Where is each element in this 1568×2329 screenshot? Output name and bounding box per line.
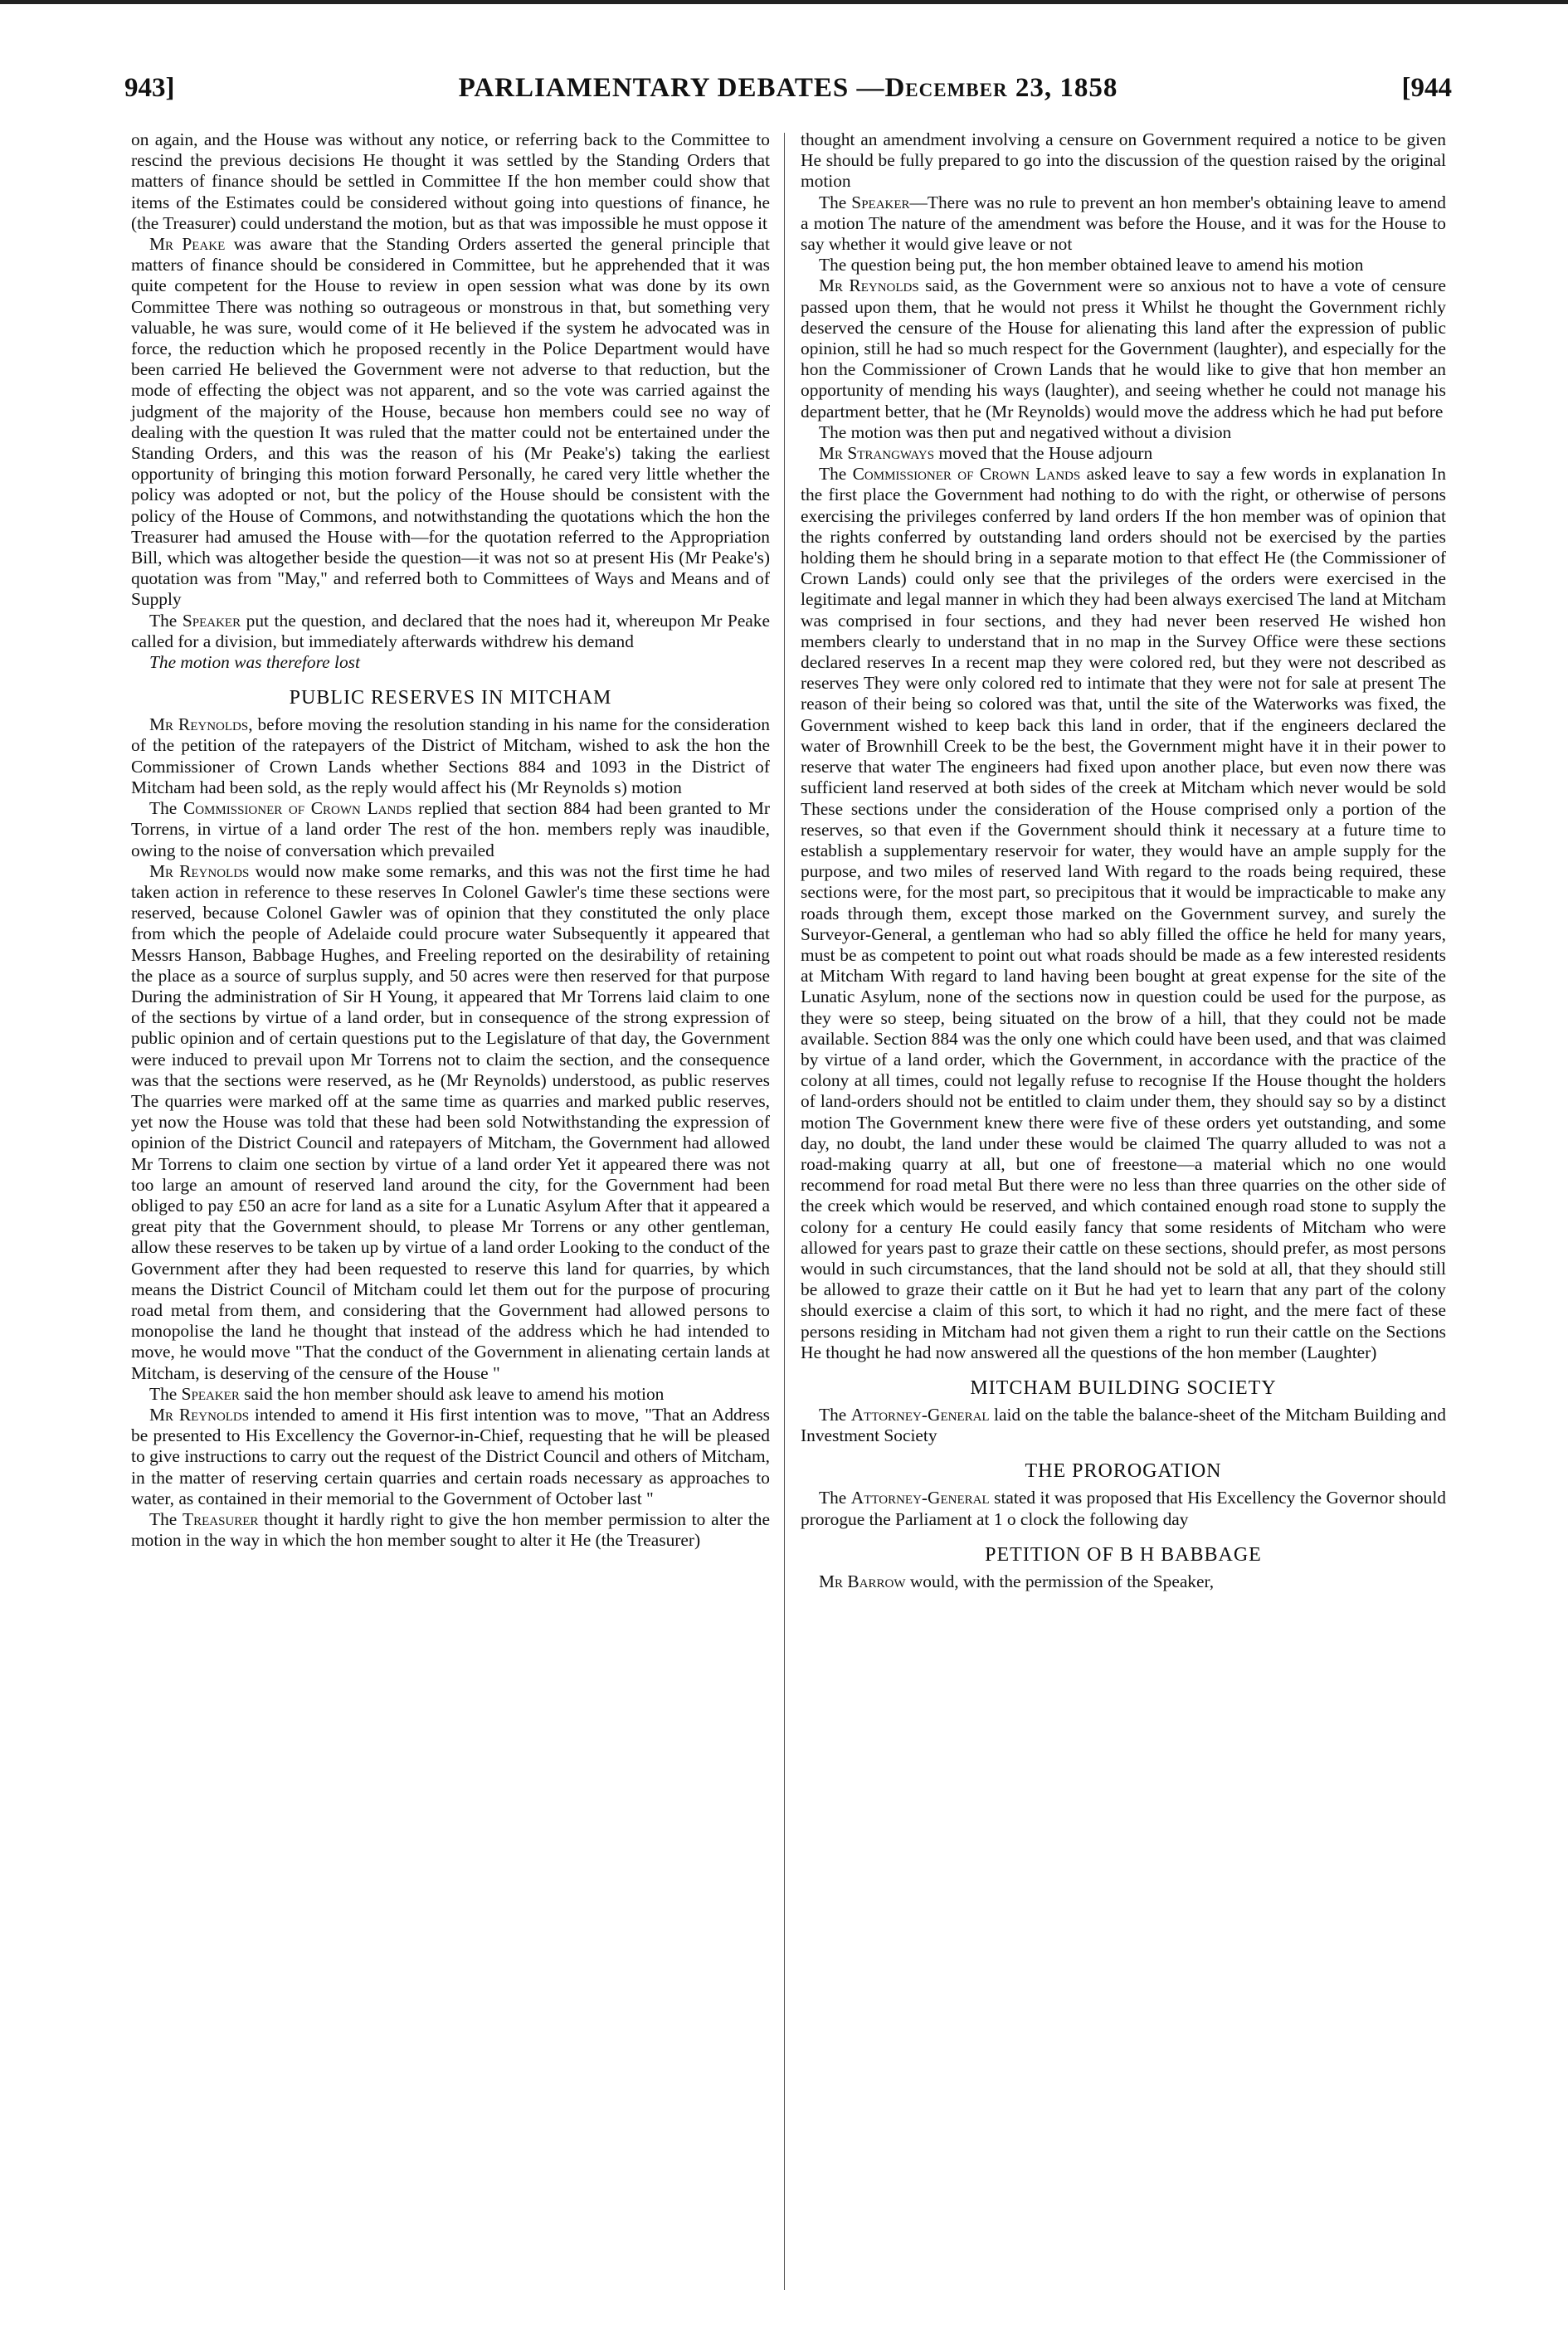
speech-text: replied that section 884 had been granted to Mr Torrens, in virtue of a land order The rest of the hon. members reply was inaudible, owing to the noise of conversation which prevailed [131,798,770,860]
speaker-name: Speaker [851,192,910,212]
speech-text: stated it was proposed that His Excellency the Governor should prorogue the Parliament at 1 o clock the following day [801,1488,1446,1529]
speaker-name: Mr Reynolds [149,860,250,881]
speaker-name: Attorney-General [850,1488,990,1508]
page-title [124,73,1452,104]
speech-text: , before moving the resolution standing in his name for the consideration of the petition of the ratepayers of the District of Mitcham, wished to ask the hon the Commissioner of Crown Lands whether Sections 884 and 1093 in the District of Mitcham had been sold, as the reply would affect his (Mr Reynolds s) motion [131,714,770,797]
paragraph [131,1509,770,1551]
speaker-name: Speaker [182,610,241,631]
column-divider [784,133,785,2290]
speaker-name: Mr Reynolds [149,714,249,735]
top-rule [0,0,1568,4]
speech-text: The [819,192,852,212]
paragraph [131,1405,770,1509]
paragraph [131,234,770,611]
speech-text: moved that the House adjourn [934,443,1153,464]
title-date: December 23, 1858 [884,73,1118,103]
speech-text: The [149,1383,182,1404]
speaker-name: Attorney-General [850,1404,990,1425]
paragraph [131,798,770,861]
speech-text: The [819,464,853,485]
paragraph [131,611,770,652]
speech-text: thought it hardly right to give the hon member permission to alter the motion in the way in which the hon member sought to alter it He (the Treasurer) [131,1509,770,1551]
paragraph: on again, and the House was without any notice, or referring back to the Committee to rescind the previous decisions He thought it was settled by the Standing Orders that matters of finance should be settled in Committee If the hon member could show that items of the Estimates could be considered without going into questions of finance, he (the Treasurer) could understand the motion, but as that was impossible he must oppose it [131,129,770,233]
page-number-right: [944 [1401,73,1452,103]
paragraph [801,1488,1446,1529]
speech-text: laid on the table the balance-sheet of the Mitcham Building and Investment Society [801,1404,1447,1446]
paragraph [801,192,1446,256]
speech-text: would, with the permission of the Speaker, [905,1571,1215,1591]
speech-text: would now make some remarks, and this was not the first time he had taken action in reference to these reserves In Colonel Gawler's time these sections were reserved, because Colonel Gawler was of opinion that they constituted the only place from which the people of Adelaide could procure water Subsequently it appeared that Messrs Hanson, Babbage Hughes, and Freeling reported on the desirability of retaining the place as a source of surplus supply, and 50 acres were then reserved for that purpose During the administration of Sir H Young, it appeared that Mr Torrens laid claim to one of the sections by virtue of a land order, but in consequence of the strong expression of public opinion and of certain questions put to the Legislature of that day, the Government were induced to prevail upon Mr Torrens not to claim the section, and the consequence was that the sections were reserved, as he (Mr Reynolds) understood, as public reserves The quarries were marked off at the same time as quarries and marked public reserves, yet now the House was told that these had been sold Notwithstanding the expression of opinion of the District Council and ratepayers of Mitcham, the Government had allowed Mr Torrens to claim one section by virtue of a land order Yet it appeared there was not too large an amount of reserved land around the city, for the Government had been obliged to pay £50 an acre for land as a site for a Lunatic Asylum After that it appeared a great pity that the Government should, to please Mr Torrens or any other gentleman, allow these reserves to be taken up by virtue of a land order Looking to the conduct of the Government after they had been requested to reserve this land for quarries, by which means the District Council of Mitcham could let them out for the purpose of procuring road metal from them, and considering that the Government had allowed persons to monopolise the land he thought that instead of the address which he had intended to move, he would move "That the conduct of the Government in alienating certain lands at Mitcham, is deserving of the censure of the House " [131,860,770,1383]
speaker-name: Speaker [181,1383,240,1404]
speech-text: said the hon member should ask leave to amend his motion [239,1383,665,1404]
paragraph [801,464,1446,1363]
speaker-name: Mr Peake [149,234,226,255]
speech-text: The [819,1488,851,1508]
paragraph [801,1405,1446,1446]
section-heading: THE PROROGATION [1025,1460,1222,1483]
right-column [801,129,1446,1592]
speech-text: The [819,1404,851,1425]
speech-text: intended to amend it His first intention was to move, "That an Address be presented to His Excellency the Governor-in-Chief, requesting that he will be pleased to give instructions to carry out the request of the District Council and others of Mitcham, in the matter of reserving certain quarries and certain roads necessary as approaches to water, as contained in their memorial to the Government of October last " [131,1404,770,1508]
title-main: PARLIAMENTARY DEBATES — [458,73,885,103]
speaker-name: Mr Reynolds [819,275,919,296]
paragraph: The motion was therefore lost [149,652,360,673]
speaker-name: Mr Barrow [819,1571,906,1591]
speech-text: The [149,1509,183,1529]
paragraph [801,443,1446,464]
section-heading: PUBLIC RESERVES IN MITCHAM [289,687,612,709]
speaker-name: Treasurer [183,1509,259,1529]
speech-text: said, as the Government were so anxious not to have a vote of censure passed upon them, that he would not press it Whilst he thought the Government richly deserved the censure of the House for alienating this land after the expression of public opinion, still he had so much respect for the Government (laughter), and especially for the hon the Commissioner of Crown Lands that he would like to give that hon member an opportunity of mending his ways (laughter), and seeing whether he could not manage his department better, that he (Mr Reynolds) would move the address which he had put before [801,275,1446,421]
left-column [131,129,770,1551]
speaker-name: Commissioner of Crown Lands [183,798,412,819]
speech-text: was aware that the Standing Orders asserted the general principle that matters of finance should be considered in Committee, but he apprehended that it was quite competent for the House to review in open session what was done by its own Committee There was nothing so outrageous or monstrous in that, but something very valuable, he was sure, would come of it He believed if the system he advocated was in force, the reduction which he proposed recently in the Police Department would have been carried He believed the Government were not adverse to that reduction, but the mode of effecting the object was not apparent, and so the vote was carried against the judgment of the majority of the House, because hon members could see no way of dealing with the question It was ruled that the matter could not be entertained under the Standing Orders, and this was the reason of his (Mr Peake's) taking the earliest opportunity of bringing this motion forward Personally, he cared very little whether the policy was adopted or not, but the policy of the House should be consistent with the policy of the House of Commons, and notwithstanding the quotations which the hon the Treasurer had amused the House with—for the quotation referred to the Appropriation Bill, which was altogether beside the question—it was not so at present His (Mr Peake's) quotation was from "May," and referred both to Committees of Ways and Means and of Supply [131,234,770,610]
speech-text: The [149,610,183,631]
paragraph: The question being put, the hon member obtained leave to amend his motion [819,255,1364,275]
paragraph [131,861,770,1384]
paragraph [131,714,770,798]
paragraph [801,1571,1446,1592]
page-number-left: 943] [124,73,175,103]
speaker-name: Commissioner of Crown Lands [852,464,1081,485]
section-heading: MITCHAM BUILDING SOCIETY [970,1376,1277,1399]
paragraph [131,1384,770,1405]
paragraph: The motion was then put and negatived without a division [819,421,1232,442]
speaker-name: Mr Strangways [819,443,935,464]
speech-text: asked leave to say a few words in explanation In the first place the Government had nothing to do with the right, or otherwise of persons exercising the privileges conferred by land orders If the hon member was of opinion that the rights conferred by outstanding land orders should not be exercised by the parties holding them he should bring in a separate motion to that effect He (the Commissioner of Crown Lands) could only see that the privileges of the orders were exercised in the legitimate and legal manner in which they had been always exercised The land at Mitcham was comprised in four sections, and they had never been reserved He wished hon members clearly to understand that in no map in the Survey Office were these sections declared reserves In a recent map they were colored red, but they were not described as reserves They were only colored red to intimate that they were not for sale at present The reason of their being so colored was that, until the site of the Waterworks was fixed, the Government wished to keep back this land in order, that if the engineers declared the water of Brownhill Creek to be the best, the Government might have it in their power to reserve that water The engineers had fixed upon another place, but even now there was sufficient land reserved at both sides of the creek at Mitcham which never would be sold These sections under the consideration of the House comprised only a portion of the reserves, so that even if the Government should think it necessary at a future time to establish a supplementary reservoir for water, they would have an ample supply for the purpose, and two miles of reserved land With regard to the roads being required, these sections were, for the most part, so precipitous that it would be impracticable to make any roads through them, except those marked on the Government survey, and surely the Surveyor-General, a gentleman who had so ably filled the office he held for many years, must be as competent to point out what roads should be made as a few interested residents at Mitcham With regard to land having been bought at great expense for the site of the Lunatic Asylum, none of the sections now in question could be used for the purpose, as they were so steep, being situated on the brow of a hill, that they could not be made available. Section 884 was the only one which could have been used, and that was claimed by virtue of a land order, which the Government, in accordance with the practice of the colony at all times, could not legally refuse to recognise If the House thought the holders of land-orders should not be entitled to claim under them, they should say so by a distinct motion The Government knew there were five of these orders yet outstanding, and some day, no doubt, the land under these would be claimed The quarry alluded to was not a road-making quarry at all, but one of freestone—a material which no one would recommend for road metal But there were no less than three quarries on the other side of the creek which would be reserved, and which contained enough road stone to supply the colony for a century He could easily fancy that some residents of Mitcham who were allowed for years past to graze their cattle on these sections, should prefer, as most persons would in such circumstances, that the land should not be sold at all, that they should still be allowed to graze their cattle on it But he had yet to learn that any part of the colony should exercise a claim of this sort, to which it had no right, and the mere fact of these persons residing in Mitcham had not given them a right to run their cattle on the Sections He thought he had now answered all the questions of the hon member (Laughter) [801,464,1446,1362]
speech-text: —There was no rule to prevent an hon member's obtaining leave to amend a motion The nature of the amendment was before the House, and it was for the House to say whether it would give leave or not [801,192,1446,255]
section-heading: PETITION OF B H BABBAGE [985,1543,1262,1566]
speech-text: put the question, and declared that the noes had it, whereupon Mr Peake called for a division, but immediately afterwards withdrew his demand [131,610,770,651]
speaker-name: Mr Reynolds [149,1404,250,1425]
speech-text: The [149,798,183,819]
paragraph [801,275,1446,421]
paragraph: thought an amendment involving a censure on Government required a notice to be given He should be fully prepared to go into the discussion of the question raised by the original motion [801,129,1446,192]
page-header [124,73,1452,111]
